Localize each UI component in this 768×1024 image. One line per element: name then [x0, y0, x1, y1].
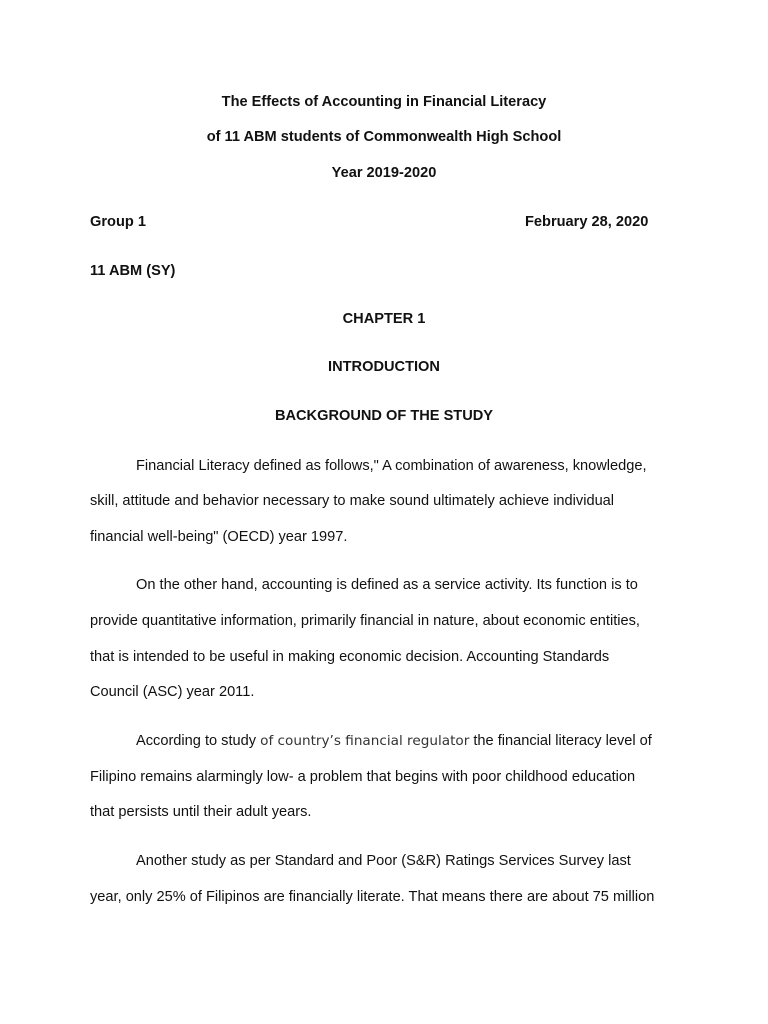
paragraph-2-line-4: Council (ASC) year 2011. [90, 684, 255, 700]
paragraph-2-line-3: that is intended to be useful in making economic decision. Accounting Standards [90, 649, 610, 665]
background-heading: BACKGROUND OF THE STUDY [274, 408, 494, 424]
paragraph-3-line-2: Filipino remains alarmingly low- a problem that begins with poor childhood education [90, 769, 636, 785]
paragraph-3-line-1 [136, 731, 652, 751]
title-line-3: Year 2019-2020 [331, 165, 437, 181]
paragraph-3-line-1-end: the financial literacy level of [469, 733, 652, 749]
section-label: 11 ABM (SY) [90, 263, 176, 279]
paragraph-2-line-2: provide quantitative information, primarily financial in nature, about economic entities, [90, 613, 640, 629]
paragraph-1-line-2: skill, attitude and behavior necessary to make sound ultimately achieve individual [90, 493, 615, 509]
paragraph-1-line-3: financial well-being" (OECD) year 1997. [90, 529, 348, 545]
paragraph-4-line-2: year, only 25% of Filipinos are financially literate. That means there are about 75 million [90, 889, 655, 905]
title-line-2: of 11 ABM students of Commonwealth High School [206, 129, 562, 145]
paragraph-3-regulator-phrase: of country’s financial regulator [260, 733, 470, 749]
paragraph-1-line-1: Financial Literacy defined as follows," A combination of awareness, knowledge, [136, 458, 647, 474]
chapter-heading: CHAPTER 1 [342, 311, 426, 327]
title-line-1: The Effects of Accounting in Financial Literacy [221, 94, 547, 110]
paragraph-2-line-1: On the other hand, accounting is defined as a service activity. Its function is to [136, 577, 638, 593]
group-label: Group 1 [90, 214, 146, 230]
date-label: February 28, 2020 [525, 214, 649, 230]
introduction-heading: INTRODUCTION [328, 359, 440, 375]
paragraph-3-line-3: that persists until their adult years. [90, 804, 312, 820]
paragraph-4-line-1: Another study as per Standard and Poor (S&R) Ratings Services Survey last [136, 853, 631, 869]
paragraph-3-line-1-start: According to study [136, 733, 261, 749]
